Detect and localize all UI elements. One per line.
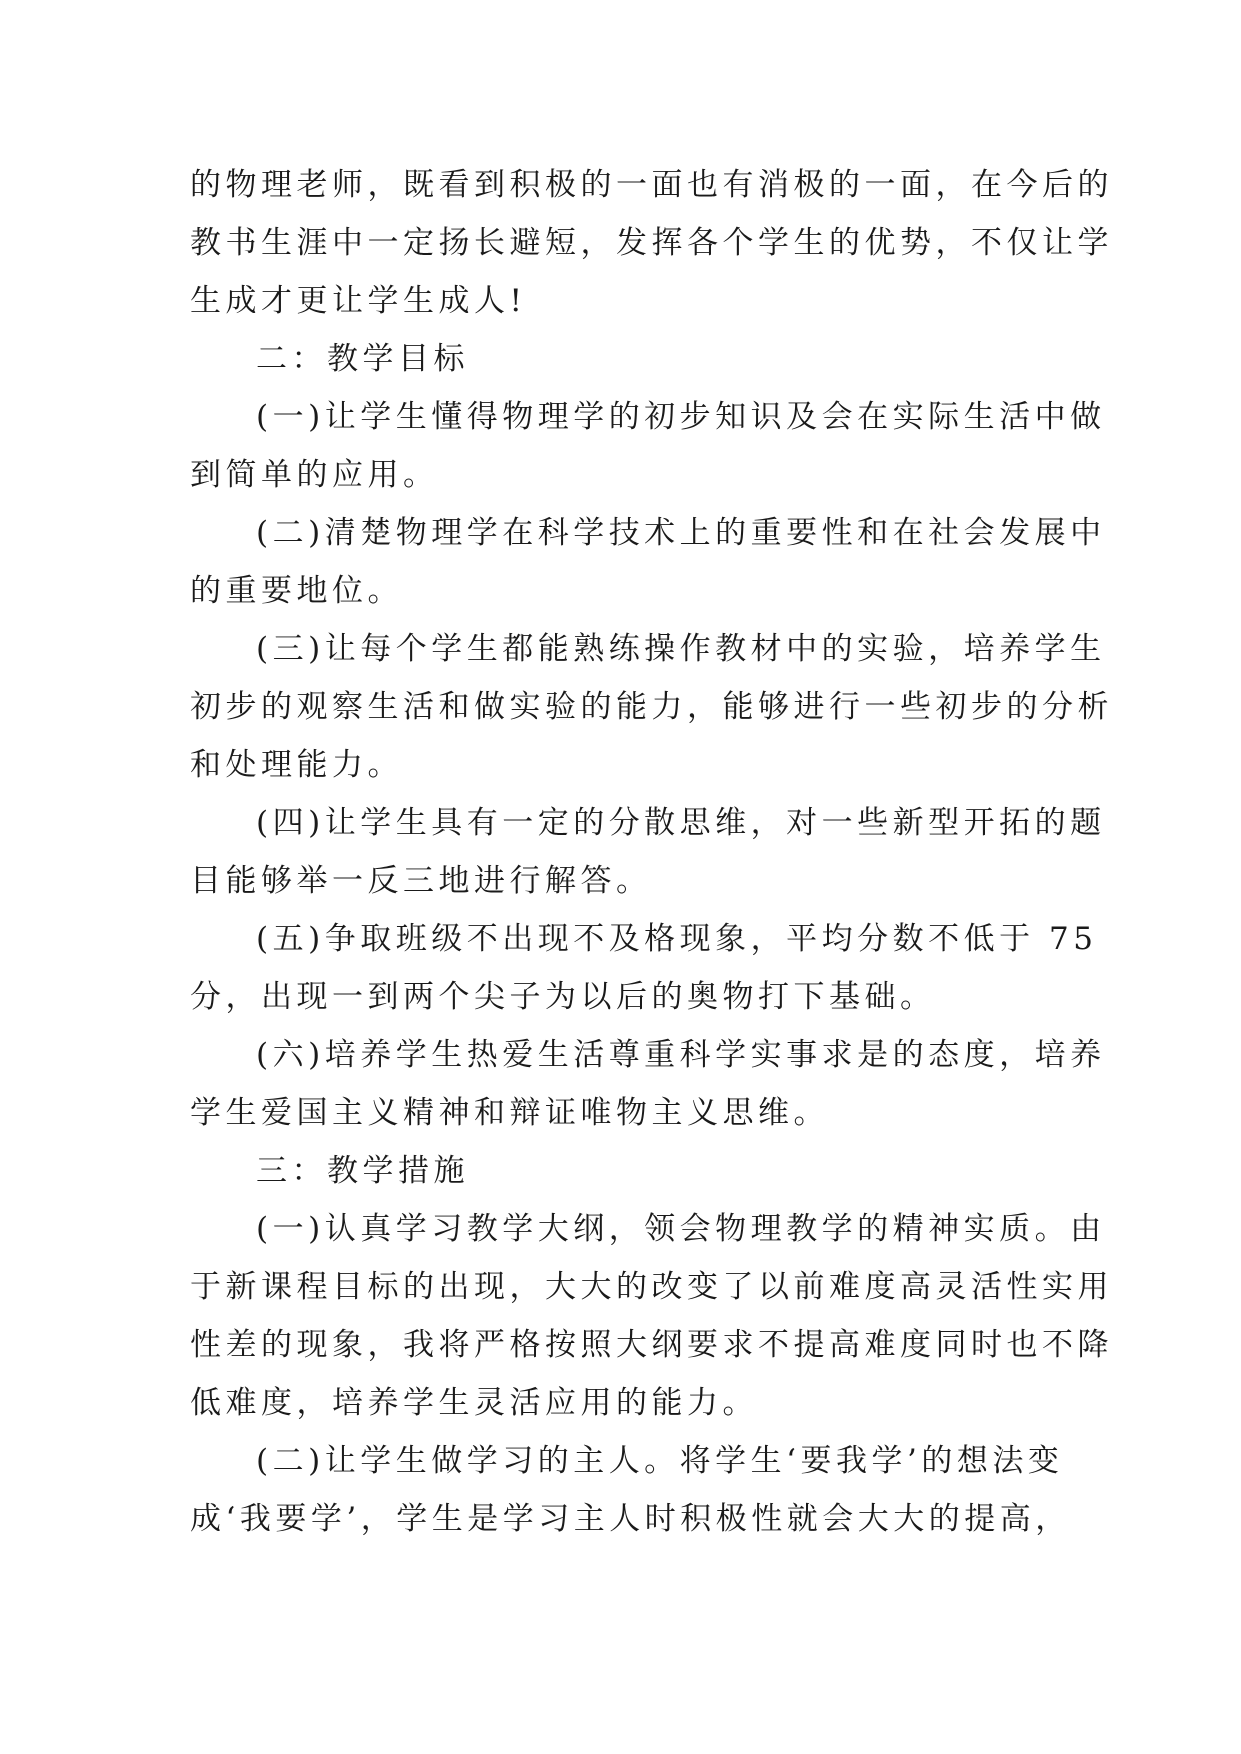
section-heading: 三：教学措施 bbox=[256, 1153, 469, 1189]
text-line: 成‘我要学’，学生是学习主人时积极性就会大大的提高， bbox=[190, 1501, 1071, 1537]
text-line: (三)让每个学生都能熟练操作教材中的实验，培养学生 bbox=[256, 631, 1106, 667]
text-line: (一)认真学习教学大纲，领会物理教学的精神实质。由 bbox=[256, 1211, 1106, 1247]
text-line: 性差的现象，我将严格按照大纲要求不提高难度同时也不降 bbox=[190, 1327, 1113, 1363]
text-line: (一)让学生懂得物理学的初步知识及会在实际生活中做 bbox=[256, 399, 1106, 435]
document-body bbox=[190, 156, 1113, 1548]
text-line: 于新课程目标的出现，大大的改变了以前难度高灵活性实用 bbox=[190, 1269, 1113, 1305]
text-line: 初步的观察生活和做实验的能力，能够进行一些初步的分析 bbox=[190, 689, 1113, 725]
text-line: 到简单的应用。 bbox=[190, 457, 439, 493]
text-line: (四)让学生具有一定的分散思维，对一些新型开拓的题 bbox=[256, 805, 1106, 841]
text-line: 的重要地位。 bbox=[190, 573, 403, 609]
text-line: 的物理老师，既看到积极的一面也有消极的一面，在今后的 bbox=[190, 167, 1113, 203]
text-line: 低难度，培养学生灵活应用的能力。 bbox=[190, 1385, 758, 1421]
text-line: 教书生涯中一定扬长避短，发挥各个学生的优势，不仅让学 bbox=[190, 225, 1113, 261]
text-line: 生成才更让学生成人! bbox=[190, 283, 527, 319]
text-line: (二)让学生做学习的主人。将学生‘要我学’的想法变 bbox=[256, 1443, 1064, 1479]
text-line: (五)争取班级不出现不及格现象，平均分数不低于 75 bbox=[256, 921, 1098, 957]
text-line: 分，出现一到两个尖子为以后的奥物打下基础。 bbox=[190, 979, 936, 1015]
text-line: 目能够举一反三地进行解答。 bbox=[190, 863, 652, 899]
section-heading: 二：教学目标 bbox=[256, 341, 469, 377]
text-line: 和处理能力。 bbox=[190, 747, 403, 783]
text-line: (二)清楚物理学在科学技术上的重要性和在社会发展中 bbox=[256, 515, 1106, 551]
text-line: (六)培养学生热爱生活尊重科学实事求是的态度，培养 bbox=[256, 1037, 1106, 1073]
text-line: 学生爱国主义精神和辩证唯物主义思维。 bbox=[190, 1095, 829, 1131]
